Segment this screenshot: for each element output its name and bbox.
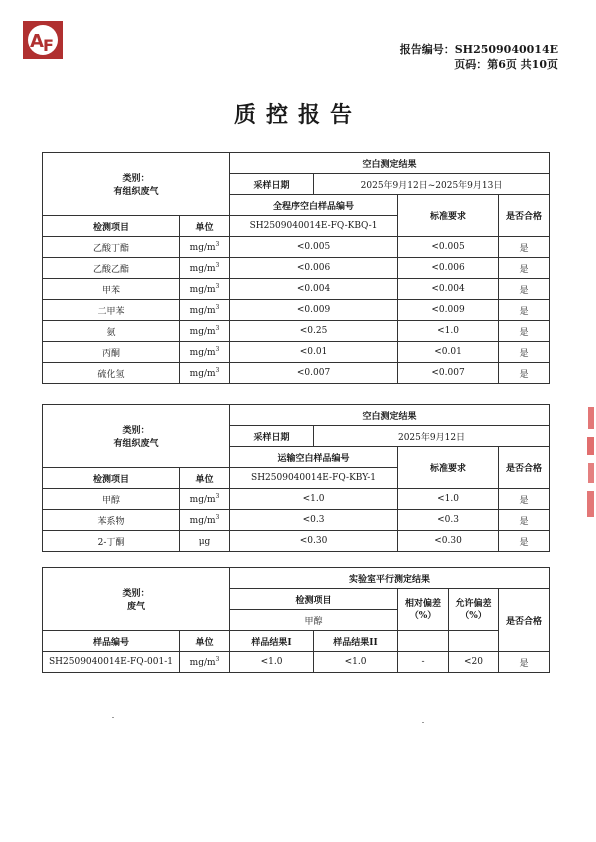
sample-number-label: 样品编号 [43, 631, 180, 652]
unit: $mg/m^3$ [180, 300, 230, 321]
report-number-line [400, 42, 558, 57]
item-name: 乙酸丁酯 [43, 237, 180, 258]
sampling-date-value: 2025年9月12日~2025年9月13日 [314, 174, 550, 195]
blank-test-table-2 [42, 404, 550, 552]
table-row [43, 363, 550, 384]
result-title: 空白测定结果 [230, 405, 550, 426]
company-logo [22, 20, 64, 60]
sample-number: SH2509040014E-FQ-KBQ-1 [230, 216, 398, 237]
table-row [43, 300, 550, 321]
table-row [43, 279, 550, 300]
parallel-test-table [42, 567, 550, 673]
standard-value: <1.0 [398, 321, 499, 342]
category-cell [43, 405, 230, 468]
category-value: 废气 [127, 602, 146, 612]
seal-fragment [582, 405, 596, 525]
report-number: SH2509040014E [454, 43, 558, 56]
sample-number-label: 运输空白样品编号 [230, 447, 398, 468]
table-row [43, 342, 550, 363]
table-row [43, 489, 550, 510]
pass-value: 是 [499, 531, 550, 552]
empty-cell [449, 631, 499, 652]
page-title: 质控报告 [233, 102, 362, 128]
pass-label: 是否合格 [499, 447, 550, 489]
standard-value: <0.006 [398, 258, 499, 279]
result-1-value: <1.0 [230, 652, 314, 673]
page-info-line [400, 57, 558, 72]
svg-text:A: A [30, 31, 44, 52]
unit: $mg/m^3$ [180, 237, 230, 258]
unit-label: 单位 [180, 216, 230, 237]
unit: $mg/m^3$ [180, 279, 230, 300]
table-row [43, 510, 550, 531]
empty-cell [398, 631, 449, 652]
sampling-date-label: 采样日期 [230, 174, 314, 195]
pass-value: 是 [499, 489, 550, 510]
scan-speck [112, 717, 114, 718]
unit-label: 单位 [180, 468, 230, 489]
sample-number: SH2509040014E-FQ-KBY-1 [230, 468, 398, 489]
report-number-label: 报告编号： [399, 43, 455, 56]
result-value: <1.0 [230, 489, 398, 510]
item-name: 2-丁酮 [43, 531, 180, 552]
item-name: 氨 [43, 321, 180, 342]
result-value: <0.30 [230, 531, 398, 552]
pass-value: 是 [499, 237, 550, 258]
table-row [43, 258, 550, 279]
result-title: 空白测定结果 [230, 153, 550, 174]
sample-number: SH2509040014E-FQ-001-1 [43, 652, 180, 673]
table-row [43, 321, 550, 342]
result-1-label: 样品结果I [230, 631, 314, 652]
relative-deviation-label: 相对偏差（%） [398, 589, 449, 631]
scan-speck [422, 722, 424, 723]
unit: $mg/m^3$ [180, 342, 230, 363]
table-row [43, 652, 550, 673]
sample-number-label: 全程序空白样品编号 [230, 195, 398, 216]
unit: $mg/m^3$ [180, 652, 230, 673]
result-value: <0.006 [230, 258, 398, 279]
item-name: 硫化氢 [43, 363, 180, 384]
pass-label: 是否合格 [499, 195, 550, 237]
unit: $mg/m^3$ [180, 510, 230, 531]
relative-deviation-value: - [398, 652, 449, 673]
standard-label: 标准要求 [398, 447, 499, 489]
pass-value: 是 [499, 363, 550, 384]
result-value: <0.01 [230, 342, 398, 363]
standard-value: <1.0 [398, 489, 499, 510]
pass-value: 是 [499, 342, 550, 363]
pass-value: 是 [499, 258, 550, 279]
result-value: <0.007 [230, 363, 398, 384]
unit: $mg/m^3$ [180, 489, 230, 510]
table-row [43, 531, 550, 552]
result-title: 实验室平行测定结果 [230, 568, 550, 589]
category-cell [43, 568, 230, 631]
allowed-deviation-value: <20 [449, 652, 499, 673]
category-label: 类别： [122, 589, 150, 599]
item-label: 检测项目 [230, 589, 398, 610]
standard-value: <0.30 [398, 531, 499, 552]
category-label: 类别： [122, 426, 150, 436]
pass-value: 是 [499, 652, 550, 673]
page-label: 页码： [454, 58, 488, 71]
result-2-label: 样品结果II [314, 631, 398, 652]
allowed-deviation-label: 允许偏差（%） [449, 589, 499, 631]
result-value: <0.25 [230, 321, 398, 342]
category-label: 类别： [122, 174, 150, 184]
result-value: <0.005 [230, 237, 398, 258]
category-value: 有组织废气 [113, 439, 159, 449]
unit: $mg/m^3$ [180, 258, 230, 279]
item-label: 检测项目 [43, 216, 180, 237]
result-value: <0.3 [230, 510, 398, 531]
pass-value: 是 [499, 510, 550, 531]
unit-label: 单位 [180, 631, 230, 652]
result-value: <0.004 [230, 279, 398, 300]
unit: $mg/m^3$ [180, 321, 230, 342]
result-value: <0.009 [230, 300, 398, 321]
table-row [43, 237, 550, 258]
pass-label: 是否合格 [499, 589, 550, 652]
report-info [400, 42, 558, 72]
standard-value: <0.009 [398, 300, 499, 321]
standard-value: <0.01 [398, 342, 499, 363]
item-name: 丙酮 [43, 342, 180, 363]
item-name: 乙酸乙酯 [43, 258, 180, 279]
pass-value: 是 [499, 321, 550, 342]
sampling-date-value: 2025年9月12日 [314, 426, 550, 447]
item-name: 二甲苯 [43, 300, 180, 321]
unit: μg [180, 531, 230, 552]
category-cell [43, 153, 230, 216]
item-name: 甲苯 [43, 279, 180, 300]
unit: $mg/m^3$ [180, 363, 230, 384]
standard-value: <0.005 [398, 237, 499, 258]
blank-test-table-1 [42, 152, 550, 384]
svg-text:F: F [43, 36, 54, 55]
category-value: 有组织废气 [113, 187, 159, 197]
item-name: 苯系物 [43, 510, 180, 531]
item-value: 甲醇 [230, 610, 398, 631]
standard-value: <0.007 [398, 363, 499, 384]
result-2-value: <1.0 [314, 652, 398, 673]
standard-label: 标准要求 [398, 195, 499, 237]
sampling-date-label: 采样日期 [230, 426, 314, 447]
item-name: 甲醇 [43, 489, 180, 510]
standard-value: <0.004 [398, 279, 499, 300]
item-label: 检测项目 [43, 468, 180, 489]
pass-value: 是 [499, 300, 550, 321]
standard-value: <0.3 [398, 510, 499, 531]
page-info: 第6页 共10页 [487, 58, 558, 71]
pass-value: 是 [499, 279, 550, 300]
